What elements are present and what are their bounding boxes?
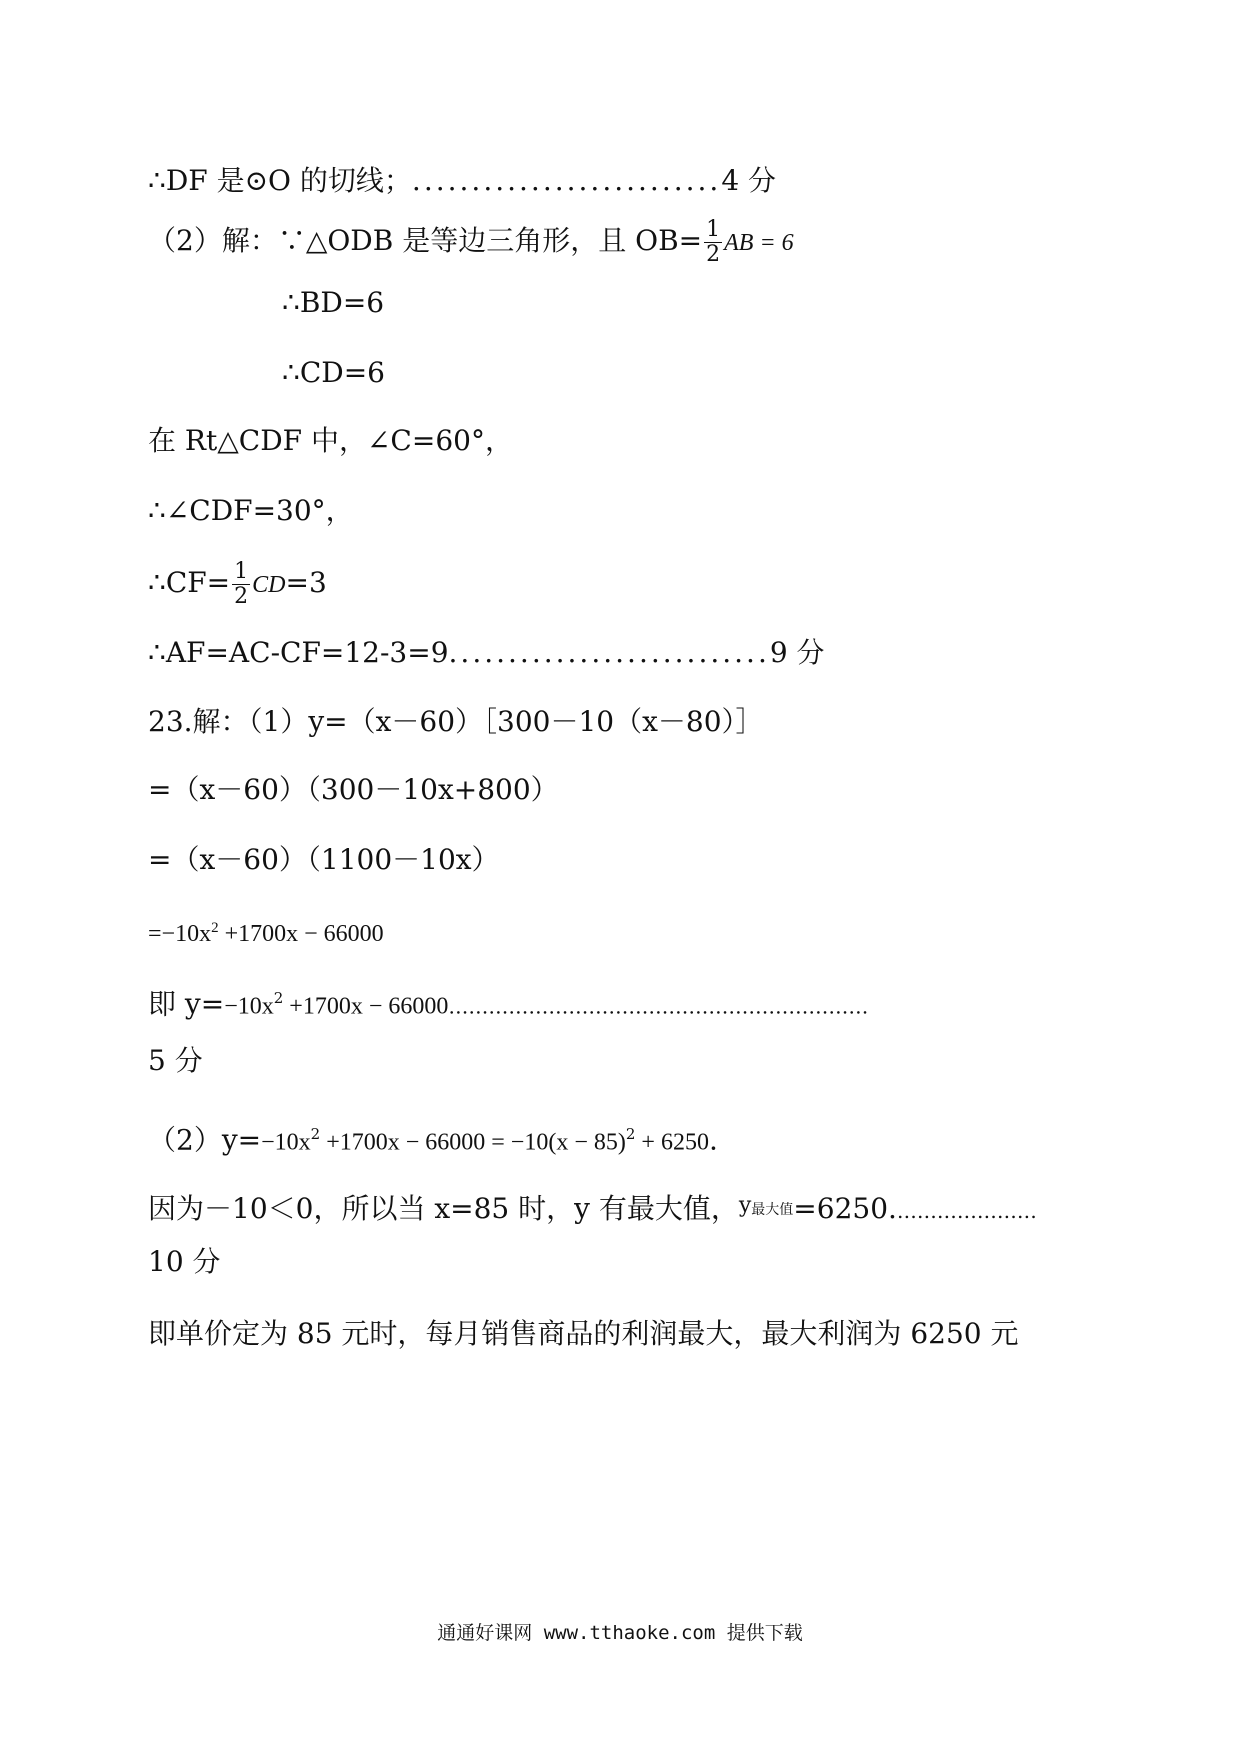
formula: +1700x − 66000 = −10(x − 85) xyxy=(320,1129,626,1156)
fraction-half xyxy=(232,560,250,609)
line-part2-solution xyxy=(148,218,794,267)
score: 4 分 xyxy=(721,164,777,197)
line-bd xyxy=(282,285,384,321)
exponent: 2 xyxy=(310,1125,321,1143)
fraction-half xyxy=(704,218,722,267)
text: =（x－60）（1100－10x） xyxy=(148,843,500,876)
text: ∴BD=6 xyxy=(282,286,385,319)
line-score-10 xyxy=(148,1244,221,1280)
denominator: 2 xyxy=(706,242,721,267)
line-conclusion xyxy=(148,1316,1019,1352)
formula-ab: AB = 6 xyxy=(724,230,794,256)
formula: +1700x − 66000 xyxy=(218,921,384,947)
line-af xyxy=(148,635,825,671)
leader-dots: ………………… xyxy=(896,1199,1037,1223)
text: ∴CF= xyxy=(148,566,231,599)
text: ∴CD=6 xyxy=(282,356,385,389)
line-df-tangent xyxy=(148,163,776,199)
score: 10 分 xyxy=(148,1245,221,1278)
line-expand-1 xyxy=(148,772,559,808)
formula: −10x xyxy=(224,993,274,1020)
line-y-result xyxy=(148,980,868,1024)
text: （2）y= xyxy=(148,1123,262,1157)
line-cf xyxy=(148,560,327,609)
formula: + 6250 xyxy=(635,1129,709,1156)
denominator: 2 xyxy=(234,584,249,609)
line-q23 xyxy=(148,704,764,740)
line-cd xyxy=(282,355,385,391)
text: 在 Rt△CDF 中，∠C=60°， xyxy=(148,424,513,457)
leader-dots: .......................... xyxy=(411,164,722,197)
formula-cd: CD xyxy=(252,572,286,598)
line-angle-cdf xyxy=(148,493,354,529)
text: （2）解：∵△ODB 是等边三角形，且 OB= xyxy=(148,224,703,257)
text: =6250. xyxy=(793,1192,897,1225)
numerator: 1 xyxy=(706,217,721,242)
text: ∴DF 是⊙O 的切线； xyxy=(148,164,412,197)
period: . xyxy=(708,1123,718,1157)
line-part2-vertex xyxy=(148,1116,718,1160)
formula: =−10x xyxy=(148,921,212,947)
text: 因为－10＜0，所以当 x=85 时，y 有最大值， xyxy=(148,1192,739,1225)
leader-dots: ……………………………………………………… xyxy=(448,994,869,1019)
text: 23.解：（1）y=（x－60）［300－10（x－80）］ xyxy=(148,705,764,738)
text: 即单价定为 85 元时，每月销售商品的利润最大，最大利润为 6250 元 xyxy=(148,1317,1019,1350)
numerator: 1 xyxy=(234,559,249,584)
text: =（x－60）（300－10x+800） xyxy=(148,773,559,806)
page-footer: 通通好课网 www.tthaoke.com 提供下载 xyxy=(437,1622,803,1644)
line-expand-3 xyxy=(148,910,384,952)
line-score-5 xyxy=(148,1043,203,1079)
line-rt-triangle xyxy=(148,423,513,459)
line-expand-2 xyxy=(148,842,500,878)
formula: +1700x − 66000 xyxy=(283,993,449,1020)
subscript-max: 最大值 xyxy=(751,1202,794,1218)
y-symbol: y xyxy=(738,1193,752,1218)
score: 5 分 xyxy=(148,1044,203,1077)
exponent: 2 xyxy=(211,920,219,936)
leader-dots: ........................... xyxy=(448,636,770,669)
text: ∴AF=AC-CF=12-3=9 xyxy=(148,636,449,669)
text: =3 xyxy=(285,566,327,599)
text: ∴∠CDF=30°， xyxy=(148,494,354,527)
exponent: 2 xyxy=(625,1125,636,1143)
exponent: 2 xyxy=(273,989,284,1007)
text: 即 y= xyxy=(148,987,225,1021)
score: 9 分 xyxy=(769,636,825,669)
formula: −10x xyxy=(261,1129,311,1156)
line-max-value xyxy=(148,1188,1037,1229)
